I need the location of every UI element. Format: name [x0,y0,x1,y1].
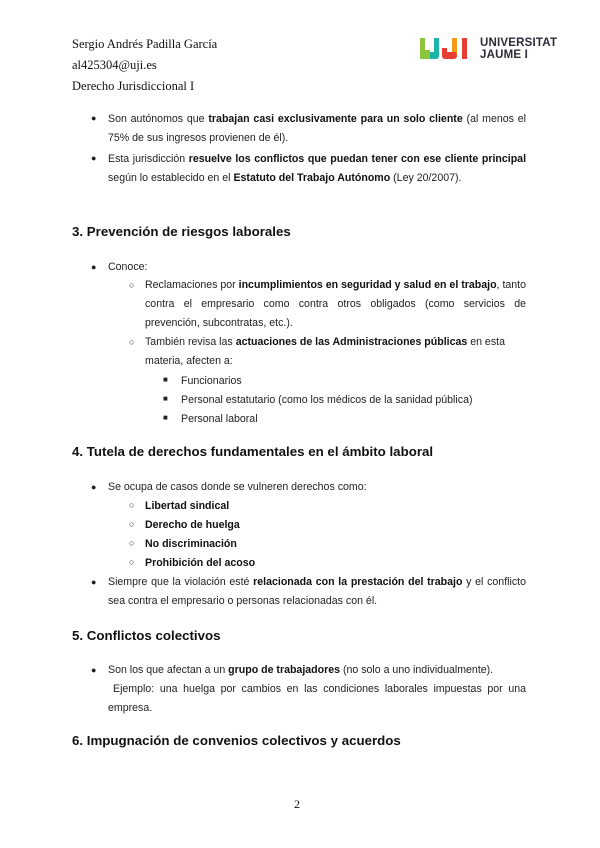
s4-item-1: Libertad sindical [145,500,230,512]
intro-bullet-1: Son autónomos que trabajan casi exclusivamente para un solo cliente (al menos el 75% de sus ingresos provienen de él). [108,113,526,144]
circle-bullet-icon: ○ [129,337,135,347]
s5-bullet-1: Son los que afectan a un grupo de trabajadores (no solo a uno individualmente). [108,664,494,676]
s3-item-2: Personal estatutario (como los médicos de la sanidad pública) [181,394,473,406]
bullet-icon: ● [91,482,97,492]
s3-item-3: Personal laboral [181,413,258,425]
intro-bullet-2: Esta jurisdicción resuelve los conflictos que puedan tener con ese cliente principal según lo establecido en el Estatuto del Trabajo Autónomo (Ley 20/2007). [108,153,527,184]
circle-bullet-icon: ○ [129,500,135,510]
s4-item-2: Derecho de huelga [145,519,240,531]
page-number: 2 [294,797,300,811]
square-bullet-icon: ■ [163,413,168,422]
uji-logo-mark-icon [420,38,476,62]
course-name: Derecho Jurisdiccional I [72,79,195,93]
bullet-icon: ● [91,113,97,123]
s5-example: Ejemplo: una huelga por cambios en las condiciones laborales impuestas por una empresa. [108,683,526,714]
author-name: Sergio Andrés Padilla García [72,37,218,51]
s4-item-3: No discriminación [145,538,237,550]
uji-logo-text: UNIVERSITAT JAUME I [480,37,558,61]
s4-item-4: Prohibición del acoso [145,557,256,569]
section-3-heading: 3. Prevención de riesgos laborales [72,224,291,239]
section-4-heading: 4. Tutela de derechos fundamentales en el ámbito laboral [72,444,434,459]
circle-bullet-icon: ○ [129,538,135,548]
circle-bullet-icon: ○ [129,280,135,290]
section-5-heading: 5. Conflictos colectivos [72,628,221,643]
bullet-icon: ● [91,665,97,675]
s3-bullet-conoce: Conoce: [108,261,148,273]
s4-bullet-2: Siempre que la violación esté relacionada con la prestación del trabajo y el conflicto sea contra el empresario o personas relacionadas con él. [108,576,526,607]
circle-bullet-icon: ○ [129,557,135,567]
section-6-heading: 6. Impugnación de convenios colectivos y acuerdos [72,733,401,748]
bullet-icon: ● [91,262,97,272]
uji-logo [420,36,565,66]
s3-sub-1: Reclamaciones por incumplimientos en seguridad y salud en el trabajo, tanto contra el empresario como contra otros obligados (como servicios de prevención, subcontratas, etc.). [145,279,527,329]
author-email: al425304@uji.es [72,58,157,72]
square-bullet-icon: ■ [163,375,168,384]
s3-sub-2: También revisa las actuaciones de las Administraciones públicas en esta materia, afecten a: [145,336,505,367]
s3-item-1: Funcionarios [181,375,242,387]
bullet-icon: ● [91,577,97,587]
square-bullet-icon: ■ [163,394,168,403]
circle-bullet-icon: ○ [129,519,135,529]
s4-bullet-1: Se ocupa de casos donde se vulneren derechos como: [108,481,367,493]
bullet-icon: ● [91,153,97,163]
